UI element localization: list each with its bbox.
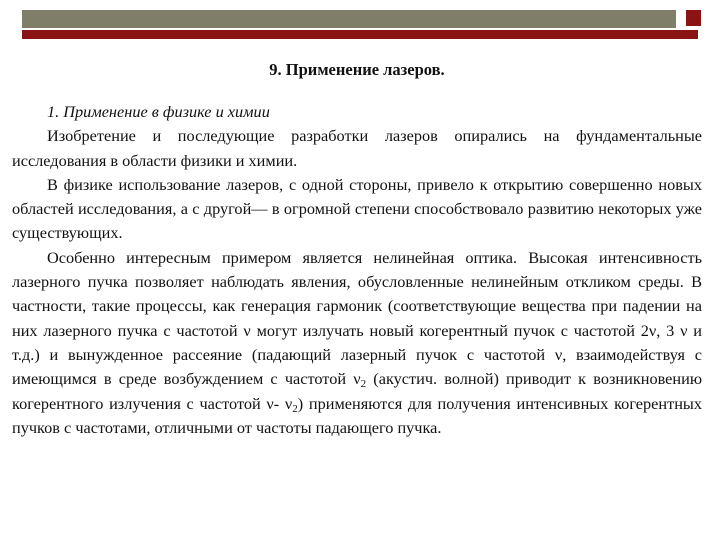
- subscript-2: 2: [360, 378, 367, 391]
- paragraph-1: Изобретение и последующие разработки лазеров опирались на фундаментальные исследования в области физики и химии.: [12, 126, 702, 170]
- paragraph-2: В физике использование лазеров, с одной стороны, привело к открытию совершенно новых областей исследования, а с другой— в огромной степени способствовало развитию некоторых уже существующих.: [12, 174, 702, 243]
- paragraph-3: [12, 246, 702, 440]
- slide-title: 9. Применение лазеров.: [269, 60, 445, 79]
- paragraph-3-part-b: (акустич. волной) приводит к возникновению когерентного излучения с частотой ν- ν: [12, 369, 702, 413]
- corner-square: [686, 10, 701, 26]
- paragraph-3-part-c: ) применяются для получения интенсивных когерентных пучков с частотами, отличными от частоты падающего пучка.: [12, 393, 703, 437]
- slide-content: [12, 58, 702, 440]
- header-band: [22, 10, 676, 28]
- subscript-2b: 2: [292, 402, 298, 415]
- paragraph-3-part-a: Особенно интересным примером является нелинейная оптика. Высокая интенсивность лазерного пучка позволяет наблюдать явления, обусловленные нелинейным откликом среды. В частности, такие процессы, как генерация гармоник (соответствующие вещества при падении на них лазерного пучка с частотой ν могут излучать новый когерентный пучок с частотой 2ν, 3 ν и т.д.) и вынужденное рассеяние (падающий лазерный пучок с частотой ν, взаимодействуя с имеющимся в среде возбуждением с частотой ν: [12, 247, 702, 389]
- section-subheading: 1. Применение в физике и химии: [47, 102, 270, 121]
- header-accent-line: [22, 30, 698, 39]
